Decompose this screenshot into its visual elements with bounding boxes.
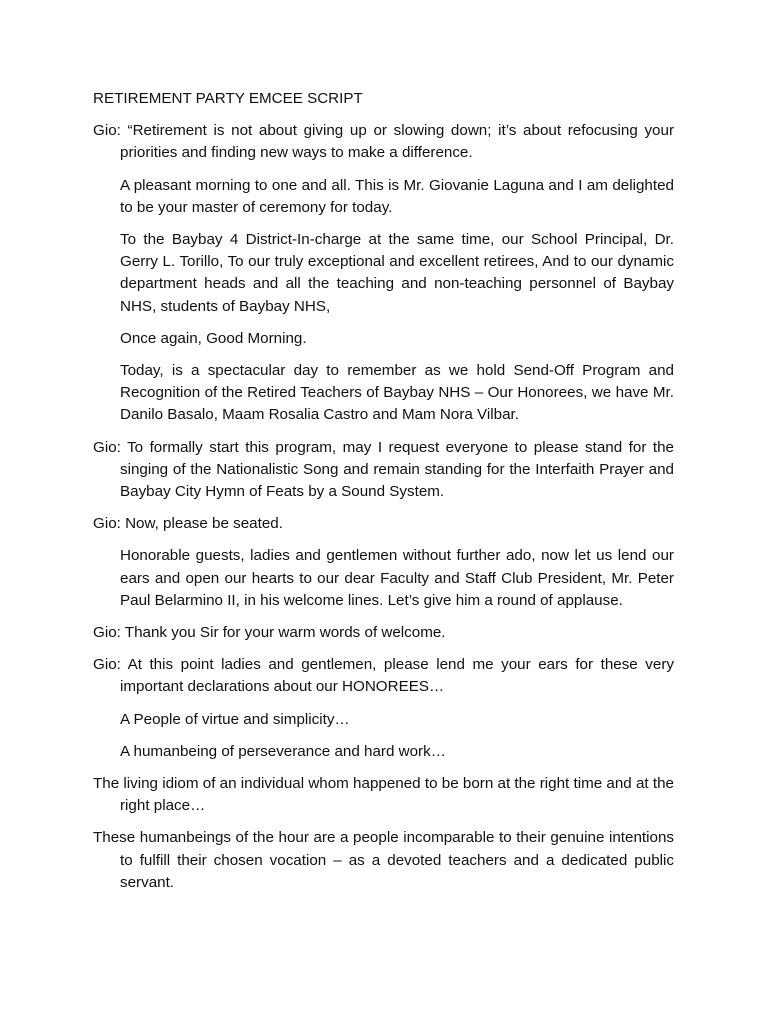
document-title: RETIREMENT PARTY EMCEE SCRIPT — [93, 90, 363, 107]
paragraph-perseverance: A humanbeing of perseverance and hard work… — [120, 742, 446, 760]
paragraph-be-seated: Gio: Now, please be seated. — [93, 515, 283, 533]
document-body — [93, 88, 674, 894]
paragraph-opening-quote: Gio: “Retirement is not about giving up or slowing down; it’s about refocusing your priorities and finding new ways to make a difference. — [93, 122, 674, 162]
paragraph-living-idiom: The living idiom of an individual whom happened to be born at the right time and at the right place… — [93, 775, 674, 815]
paragraph-good-morning: Once again, Good Morning. — [120, 329, 307, 347]
paragraph-honorees: Today, is a spectacular day to remember as we hold Send-Off Program and Recognition of the Retired Teachers of Baybay NHS – Our Honorees, we have Mr. Danilo Basalo, Maam Rosalia Castro and Mam Nora Vilbar. — [120, 362, 674, 424]
paragraph-thank-you: Gio: Thank you Sir for your warm words of welcome. — [93, 624, 446, 642]
paragraph-program-start: Gio: To formally start this program, may I request everyone to please stand for the singing of the Nationalistic Song and remain standing for the Interfaith Prayer and Baybay City Hymn of Feats by a Sound System. — [93, 438, 674, 501]
paragraph-greeting: A pleasant morning to one and all. This is Mr. Giovanie Laguna and I am delighted to be your master of ceremony for today. — [120, 176, 674, 216]
paragraph-virtue: A People of virtue and simplicity… — [120, 710, 350, 728]
paragraph-acknowledgements: To the Baybay 4 District-In-charge at the same time, our School Principal, Dr. Gerry L. Torillo, To our truly exceptional and excellent retirees, And to our dynamic department heads and all the teaching and non-teaching personnel of Baybay NHS, students of Baybay NHS, — [120, 231, 674, 315]
paragraph-humanbeings: These humanbeings of the hour are a people incomparable to their genuine intentions to fulfill their chosen vocation – as a devoted teachers and a dedicated public servant. — [93, 829, 674, 891]
paragraph-welcome-intro: Honorable guests, ladies and gentlemen without further ado, now let us lend our ears and open our hearts to our dear Faculty and Staff Club President, Mr. Peter Paul Belarmino II, in his welcome lines. Let’s give him a round of applause. — [120, 547, 674, 609]
paragraph-declarations: Gio: At this point ladies and gentlemen, please lend me your ears for these very important declarations about our HONOREES… — [93, 656, 674, 696]
